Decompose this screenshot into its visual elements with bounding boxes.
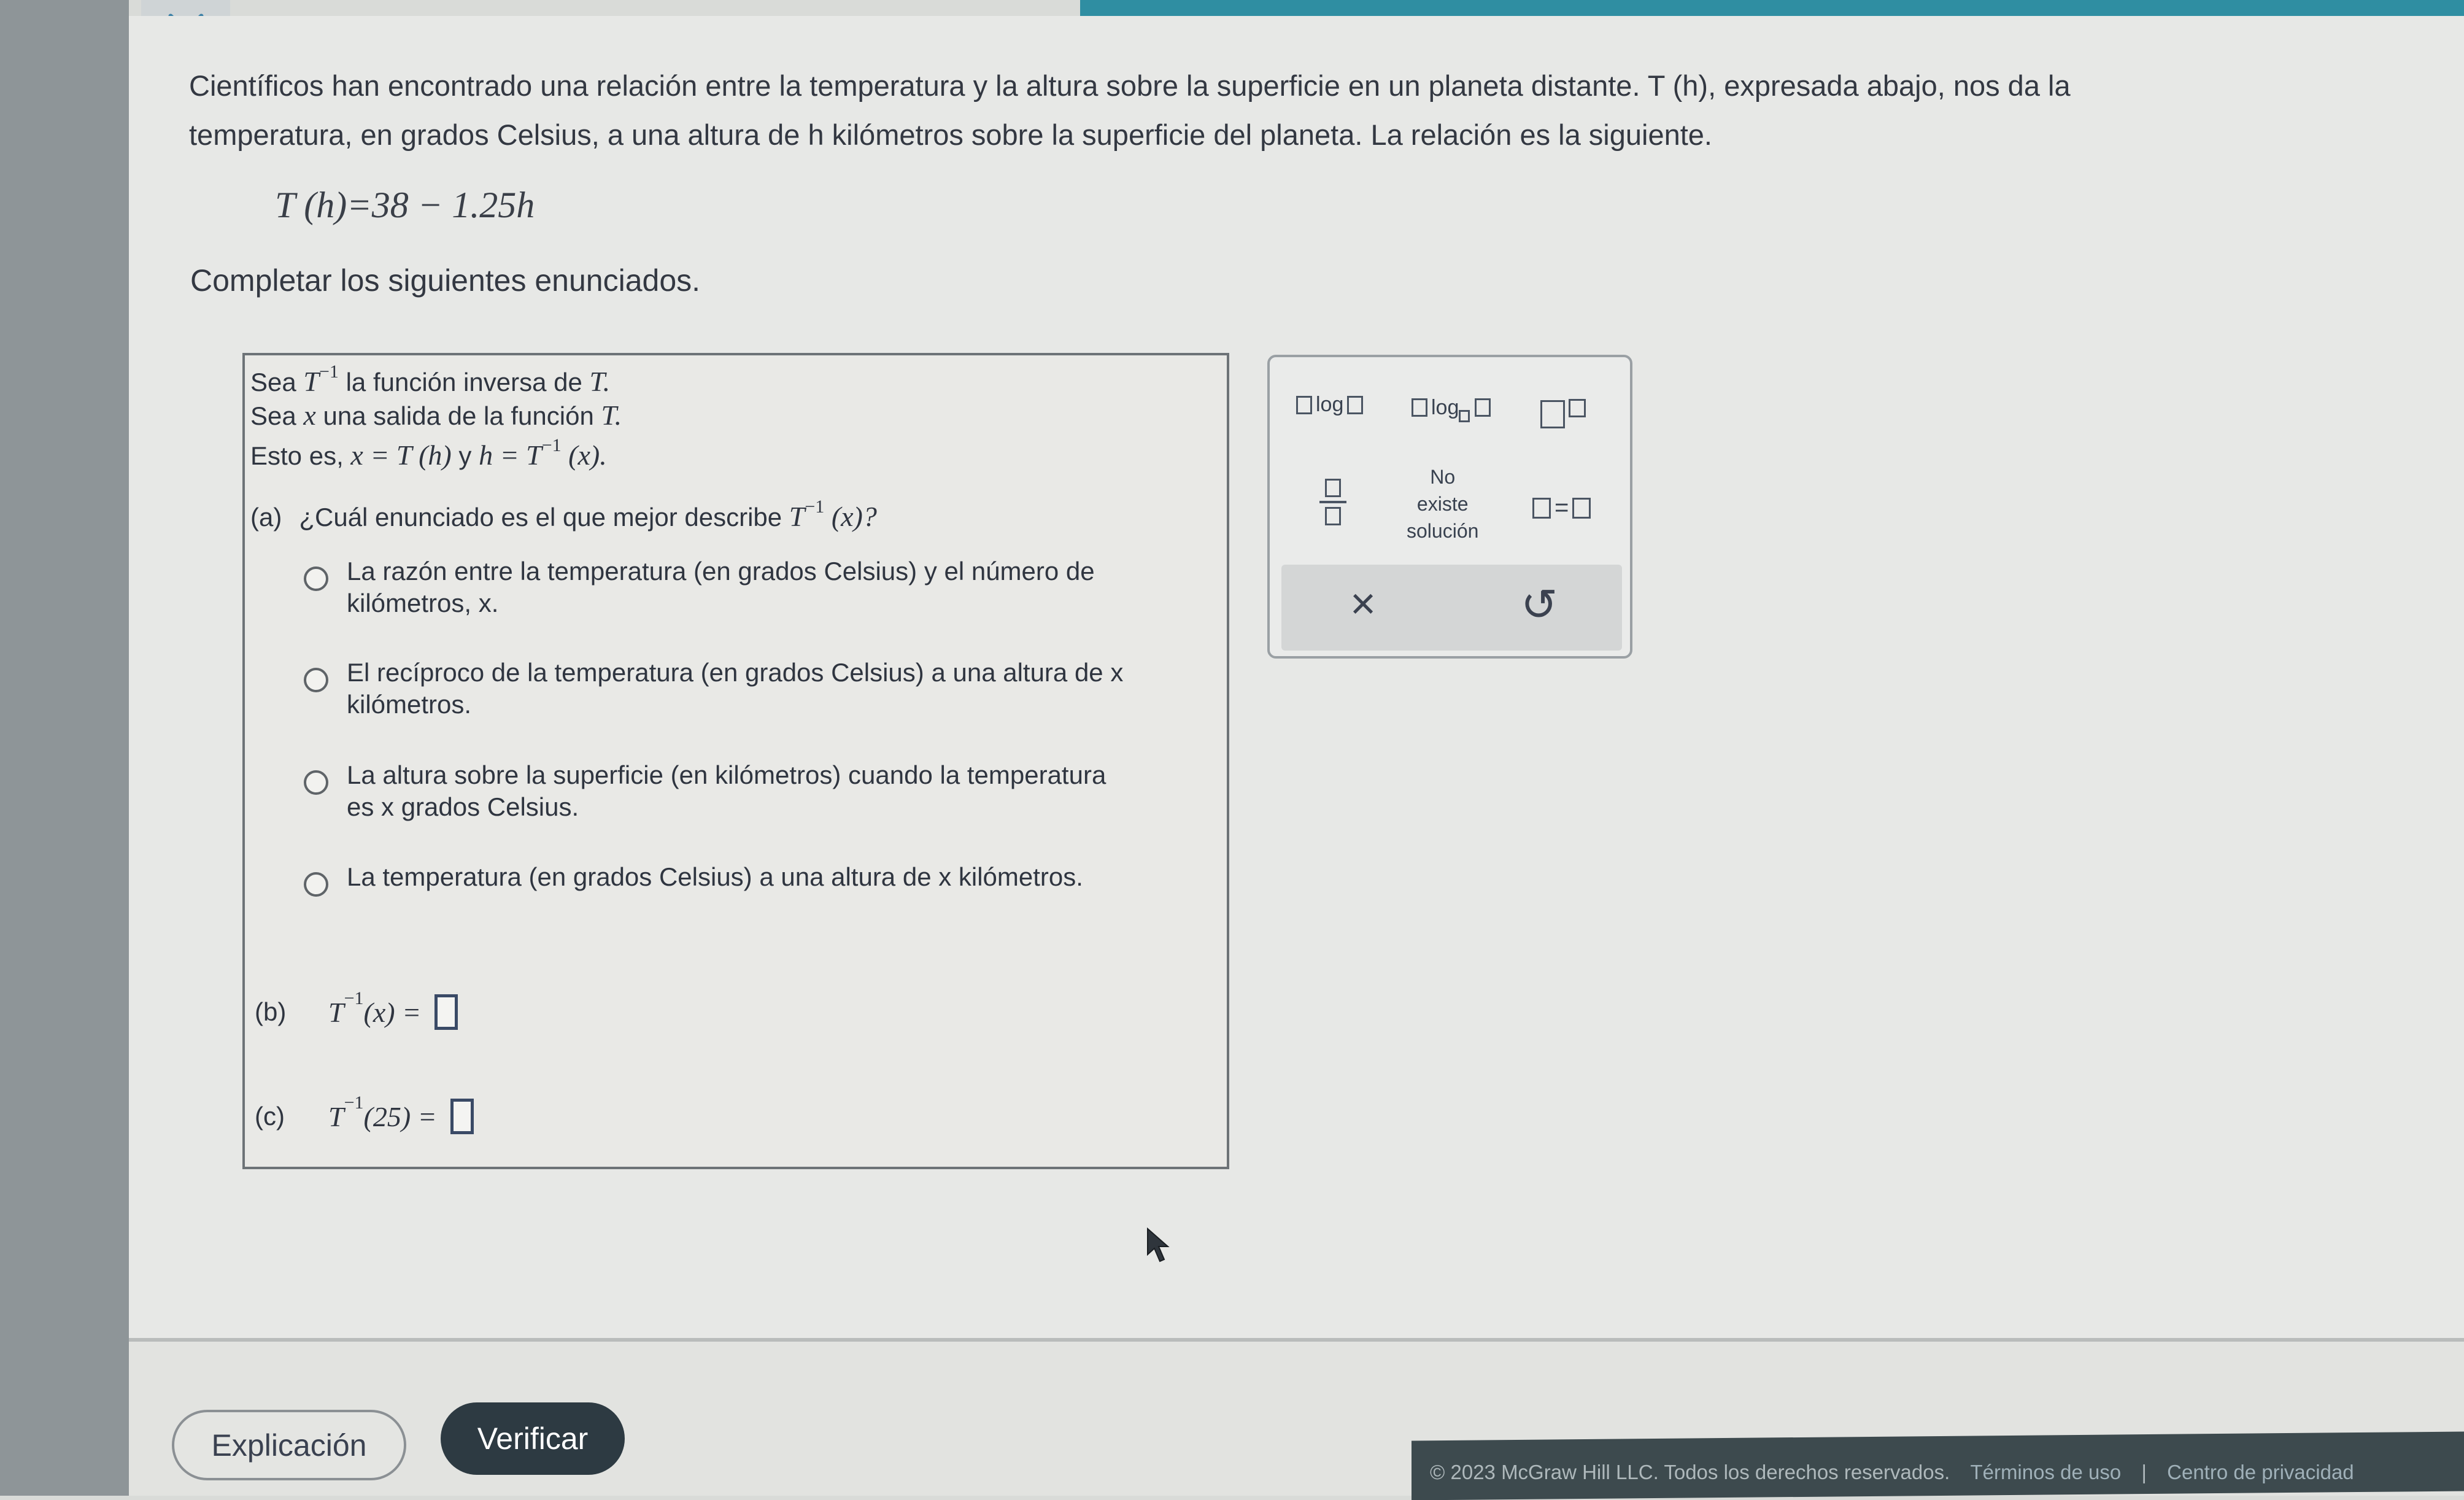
- explanation-button[interactable]: Explicación: [172, 1410, 406, 1480]
- problem-statement: [189, 61, 2398, 160]
- option-text: La altura sobre la superficie (en kilómetros) cuando la temperatura es x grados Celsius.: [347, 760, 1106, 821]
- privacy-link[interactable]: Centro de privacidad: [2167, 1461, 2354, 1483]
- definition-line-1: Sea $T^{-1}$ la función inversa de T.: [250, 361, 611, 397]
- equals-button[interactable]: =: [1532, 494, 1591, 522]
- option-ratio[interactable]: [304, 555, 1237, 619]
- copyright-text: © 2023 McGraw Hill LLC. Todos los derechos reservados.: [1430, 1461, 1950, 1483]
- definition-line-3: Esto es, x = T (h) y $h = T^{-1}$ (x).: [250, 435, 607, 471]
- no-solution-button[interactable]: No existe solución: [1407, 466, 1479, 542]
- mouse-cursor-icon: [1146, 1227, 1171, 1264]
- top-progress-bar: [1080, 0, 2464, 16]
- option-text: El recíproco de la temperatura (en grados Celsius) a una altura de x kilómetros.: [347, 658, 1124, 719]
- option-temperature[interactable]: [304, 861, 1237, 897]
- part-c: (c) T −1 (25) =: [255, 1099, 474, 1134]
- part-b: (b) T −1 (x) =: [255, 994, 458, 1030]
- verify-button[interactable]: Verificar: [441, 1402, 625, 1475]
- option-altitude[interactable]: [304, 759, 1237, 823]
- instructions-text: Completar los siguientes enunciados.: [190, 263, 701, 298]
- part-a-question: (a) ¿Cuál enunciado es el que mejor describe $T^{-1}$ (x)?: [250, 497, 877, 532]
- radio-button[interactable]: [304, 770, 328, 795]
- answer-input-c[interactable]: [450, 1099, 474, 1134]
- clear-icon[interactable]: ×: [1350, 579, 1377, 628]
- left-margin: [0, 0, 129, 1496]
- exponent-button[interactable]: [1540, 388, 1586, 428]
- radio-button[interactable]: [304, 872, 328, 897]
- radio-button[interactable]: [304, 566, 328, 591]
- fraction-button[interactable]: [1319, 479, 1346, 525]
- radio-button[interactable]: [304, 668, 328, 692]
- option-reciprocal[interactable]: [304, 657, 1237, 721]
- log-button[interactable]: log: [1296, 393, 1363, 417]
- footer: [1430, 1461, 2354, 1484]
- log-base-button[interactable]: log: [1412, 393, 1491, 422]
- terms-link[interactable]: Términos de uso: [1970, 1461, 2122, 1483]
- option-text: La temperatura (en grados Celsius) a una altura de x kilómetros.: [347, 862, 1083, 891]
- definition-line-2: Sea x una salida de la función T.: [250, 400, 622, 431]
- function-equation: T (h)=38 − 1.25h: [275, 185, 535, 225]
- problem-line-2: temperatura, en grados Celsius, a una altura de h kilómetros sobre la superficie del planeta. La relación es la siguiente.: [189, 118, 1712, 151]
- toolpad-actions: [1281, 565, 1622, 651]
- problem-line-1: Científicos han encontrado una relación entre la temperatura y la altura sobre la superficie en un planeta distante. T (h), expresada abajo, nos da la: [189, 69, 2071, 102]
- undo-icon[interactable]: ↺: [1521, 581, 1558, 630]
- answer-input-b[interactable]: [434, 994, 458, 1030]
- footer-separator: |: [2141, 1461, 2147, 1483]
- option-text: La razón entre la temperatura (en grados Celsius) y el número de kilómetros, x.: [347, 557, 1095, 617]
